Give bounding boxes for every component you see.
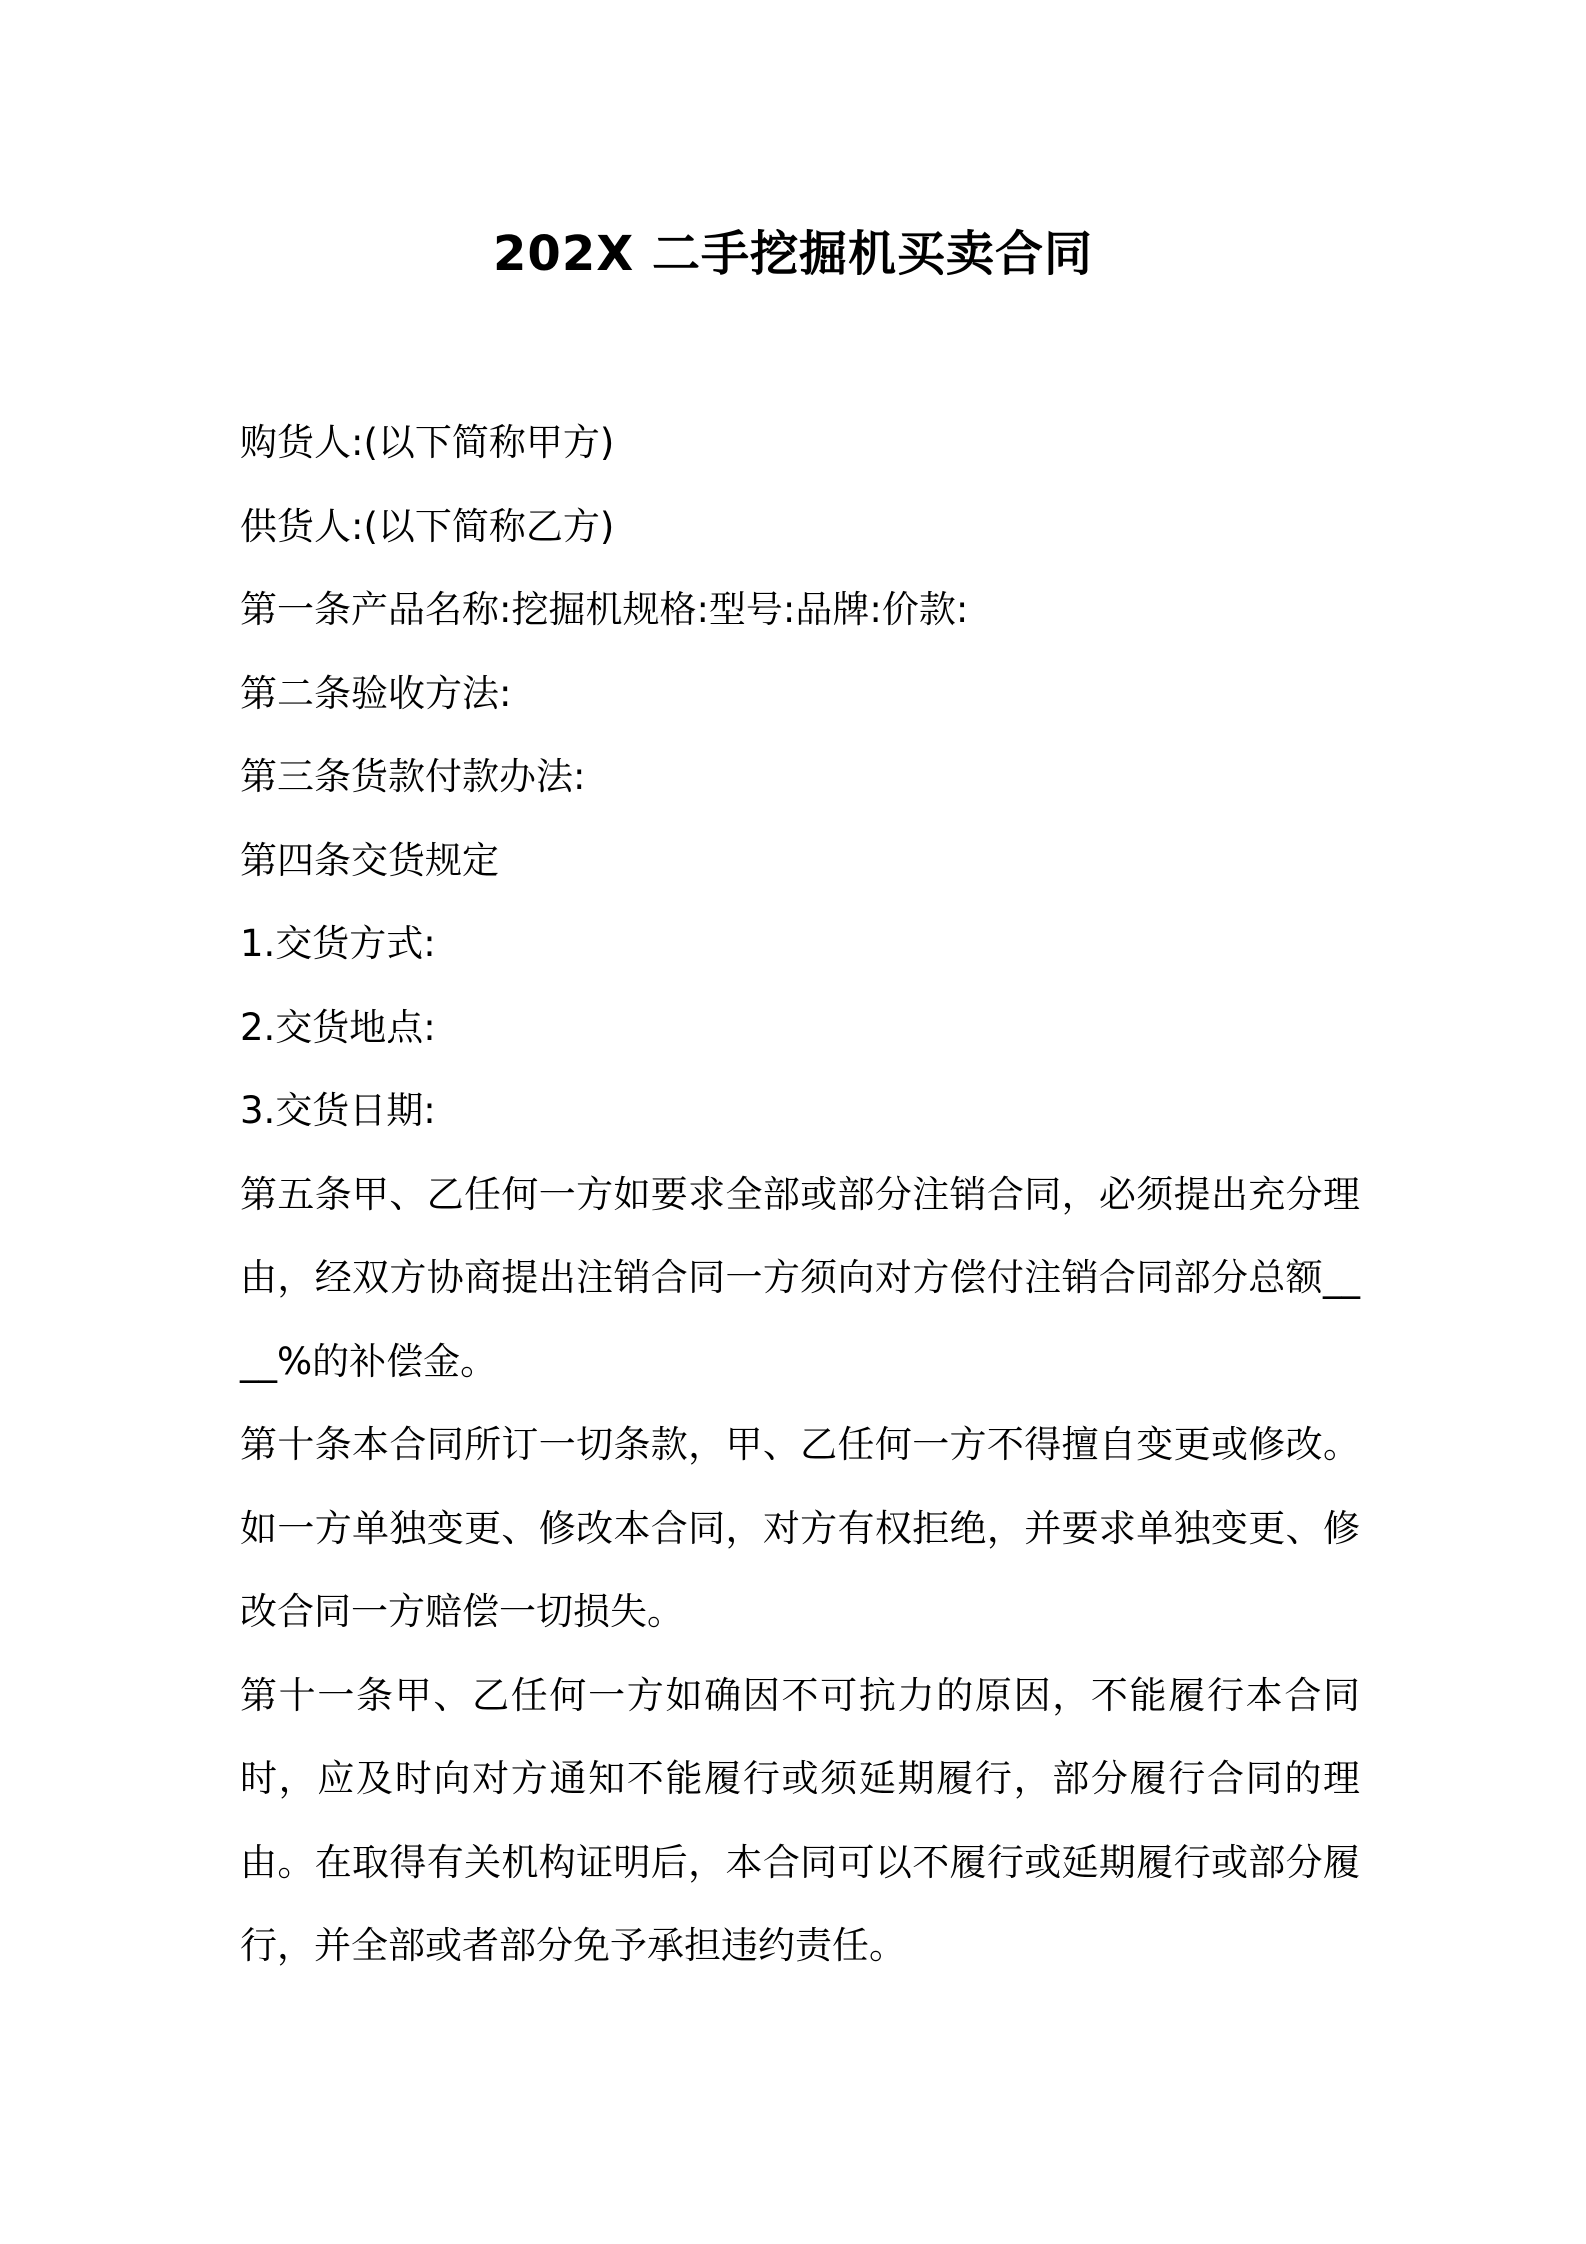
article-4-delivery: 第四条交货规定 — [240, 838, 499, 882]
article-3-payment: 第三条货款付款办法: — [240, 755, 586, 798]
article-5-cancellation: 第五条甲、乙任何一方如要求全部或部分注销合同，必须提出充分理由，经双方协商提出注销合同一方须向对方偿付注销合同部分总额____%的补偿金。 — [240, 1172, 1360, 1383]
supplier-line: 供货人:(以下简称乙方) — [240, 504, 615, 548]
buyer-line: 购货人:(以下简称甲方) — [240, 421, 615, 464]
document-title: 202X 二手挖掘机买卖合同 — [493, 226, 1093, 282]
delivery-location: 2.交货地点: — [240, 1005, 436, 1049]
delivery-method: 1.交货方式: — [240, 922, 436, 965]
delivery-date: 3.交货日期: — [240, 1089, 436, 1132]
article-10-amendment: 第十条本合同所订一切条款，甲、乙任何一方不得擅自变更或修改。如一方单独变更、修改本合同，对方有权拒绝，并要求单独变更、修改合同一方赔偿一切损失。 — [240, 1423, 1360, 1633]
article-11-force-majeure: 第十一条甲、乙任何一方如确因不可抗力的原因，不能履行本合同时，应及时向对方通知不能履行或须延期履行，部分履行合同的理由。在取得有关机构证明后，本合同可以不履行或延期履行或部分履行，并全部或者部分免予承担违约责任。 — [240, 1673, 1360, 1967]
article-1-product: 第一条产品名称:挖掘机规格:型号:品牌:价款: — [240, 588, 969, 631]
article-2-acceptance: 第二条验收方法: — [240, 671, 512, 715]
document-body — [240, 401, 1360, 1988]
